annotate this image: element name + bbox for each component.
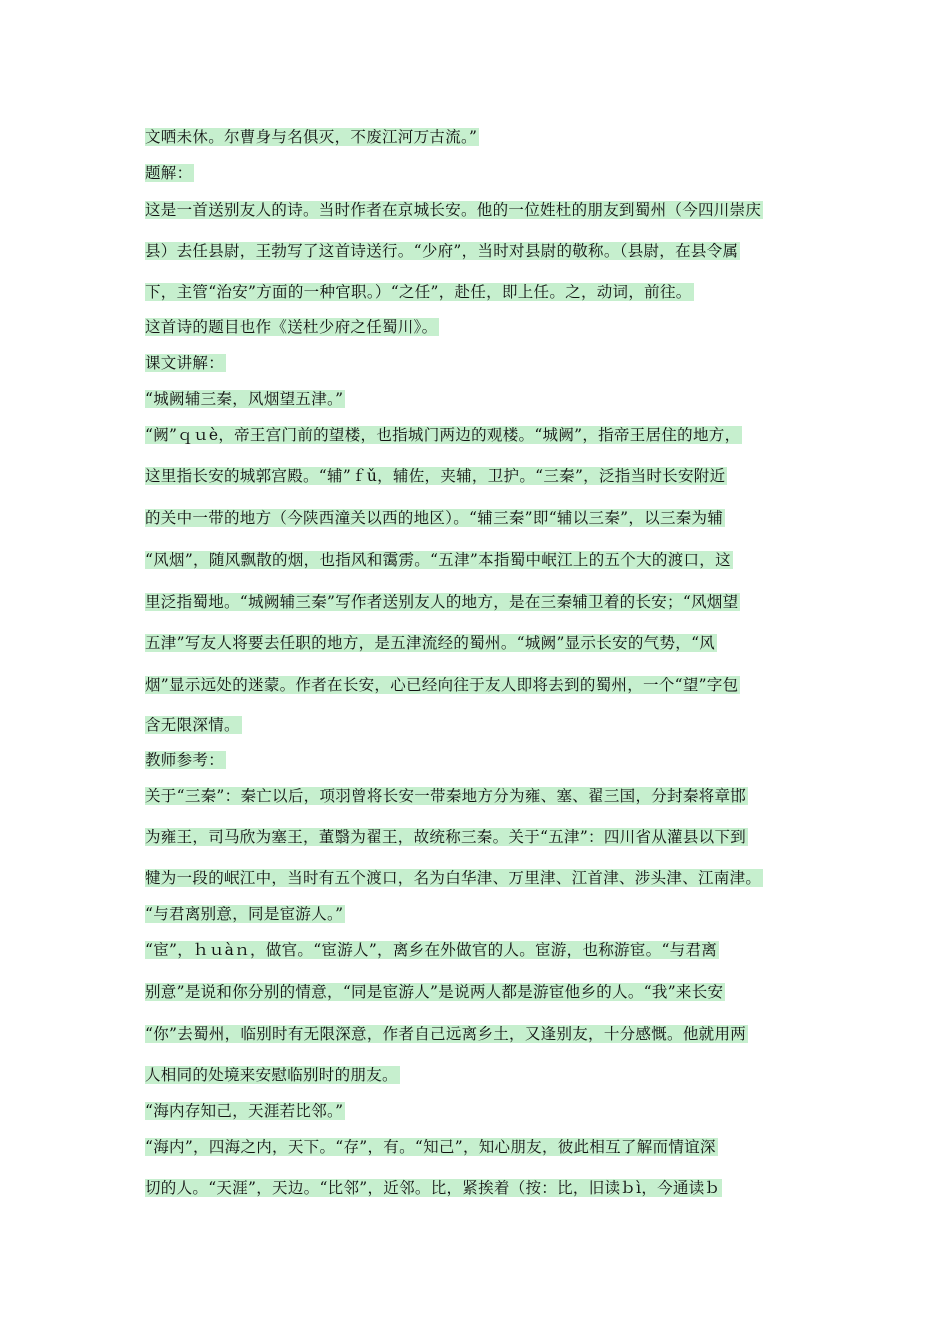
highlighted-text: 教师参考： bbox=[145, 751, 225, 769]
text-line bbox=[145, 1025, 748, 1043]
text-line bbox=[145, 242, 740, 260]
text-line bbox=[145, 1179, 722, 1197]
text-line bbox=[145, 634, 717, 652]
highlighted-text: “你”去蜀州，临别时有无限深意，作者自己远离乡土，又逢别友，十分感慨。他就用两 bbox=[145, 1025, 747, 1043]
text-line bbox=[145, 318, 439, 336]
highlighted-text: “宦”，ｈｕàｎ，做官。“宦游人”，离乡在外做官的人。宦游，也称游宦。“与君离 bbox=[145, 941, 718, 959]
highlighted-text: 题解： bbox=[145, 164, 193, 182]
text-line bbox=[145, 676, 740, 694]
text-line bbox=[145, 983, 725, 1001]
text-line bbox=[145, 1138, 718, 1156]
section-heading bbox=[145, 164, 194, 182]
text-line bbox=[145, 551, 733, 569]
text-line bbox=[145, 201, 763, 219]
highlighted-text: 的关中一带的地方（今陕西潼关以西的地区）。“辅三秦”即“辅以三秦”，以三秦为辅 bbox=[145, 509, 724, 527]
highlighted-text: 烟”显示远处的迷蒙。作者在长安，心已经向往于友人即将去到的蜀州，一个“望”字包 bbox=[145, 676, 739, 694]
highlighted-text: 文哂未休。尔曹身与名俱灭，不废江河万古流。” bbox=[145, 128, 478, 146]
text-line bbox=[145, 1066, 400, 1084]
highlighted-text: 人相同的处境来安慰临别时的朋友。 bbox=[145, 1066, 398, 1084]
poem-line bbox=[145, 1102, 345, 1120]
highlighted-text: 切的人。“天涯”，天边。“比邻”，近邻。比，紧挨着（按：比，旧读ｂì，今通读ｂ bbox=[145, 1179, 721, 1197]
highlighted-text: 下，主管“治安”方面的一种官职。）“之任”，赴任，即上任。之，动词，前往。 bbox=[145, 283, 692, 301]
section-heading bbox=[145, 751, 226, 769]
highlighted-text: 别意”是说和你分别的情意，“同是宦游人”是说两人都是游宦他乡的人。“我”来长安 bbox=[145, 983, 724, 1001]
highlighted-text: 课文讲解： bbox=[145, 354, 225, 372]
text-line bbox=[145, 128, 479, 146]
text-line bbox=[145, 716, 242, 734]
highlighted-text: “海内”，四海之内，天下。“存”，有。“知己”，知心朋友，彼此相互了解而情谊深 bbox=[145, 1138, 716, 1156]
poem-line bbox=[145, 390, 345, 408]
highlighted-text: “海内存知己，天涯若比邻。” bbox=[145, 1102, 344, 1120]
text-line bbox=[145, 869, 763, 887]
highlighted-text: 这是一首送别友人的诗。当时作者在京城长安。他的一位姓杜的朋友到蜀州（今四川崇庆 bbox=[145, 201, 762, 219]
text-line bbox=[145, 593, 740, 611]
poem-line bbox=[145, 905, 345, 923]
highlighted-text: “风烟”，随风飘散的烟，也指风和霭雳。“五津”本指蜀中岷江上的五个大的渡口，这 bbox=[145, 551, 731, 569]
highlighted-text: 五津”写友人将要去任职的地方，是五津流经的蜀州。“城阙”显示长安的气势，“风 bbox=[145, 634, 716, 652]
text-line bbox=[145, 283, 694, 301]
highlighted-text: 这首诗的题目也作《送杜少府之任蜀川》。 bbox=[145, 318, 438, 336]
highlighted-text: 含无限深情。 bbox=[145, 716, 240, 734]
section-heading bbox=[145, 354, 226, 372]
text-line bbox=[145, 509, 725, 527]
highlighted-text: 里泛指蜀地。“城阙辅三秦”写作者送别友人的地方，是在三秦辅卫着的长安；“风烟望 bbox=[145, 593, 739, 611]
highlighted-text: 县）去任县尉，王勃写了这首诗送行。“少府”，当时对县尉的敬称。（县尉，在县令属 bbox=[145, 242, 739, 260]
highlighted-text: “阙”ｑｕè，帝王宫门前的望楼，也指城门两边的观楼。“城阙”，指帝王居住的地方， bbox=[145, 426, 741, 444]
text-line bbox=[145, 787, 748, 805]
highlighted-text: 犍为一段的岷江中，当时有五个渡口，名为白华津、万里津、江首津、涉头津、江南津。 bbox=[145, 869, 762, 887]
highlighted-text: 这里指长安的城郭宫殿。“辅”ｆǔ，辅佐，夹辅，卫护。“三秦”，泛指当时长安附近 bbox=[145, 467, 726, 485]
highlighted-text: “城阙辅三秦，风烟望五津。” bbox=[145, 390, 344, 408]
text-line bbox=[145, 828, 748, 846]
highlighted-text: 关于“三秦”：秦亡以后，项羽曾将长安一带秦地方分为雍、塞、翟三国，分封秦将章邯 bbox=[145, 787, 747, 805]
text-line bbox=[145, 426, 742, 444]
text-line bbox=[145, 941, 719, 959]
highlighted-text: 为雍王，司马欣为塞王，董翳为翟王，故统称三秦。关于“五津”：四川省从灌县以下到 bbox=[145, 828, 747, 846]
highlighted-text: “与君离别意，同是宦游人。” bbox=[145, 905, 344, 923]
text-line bbox=[145, 467, 727, 485]
